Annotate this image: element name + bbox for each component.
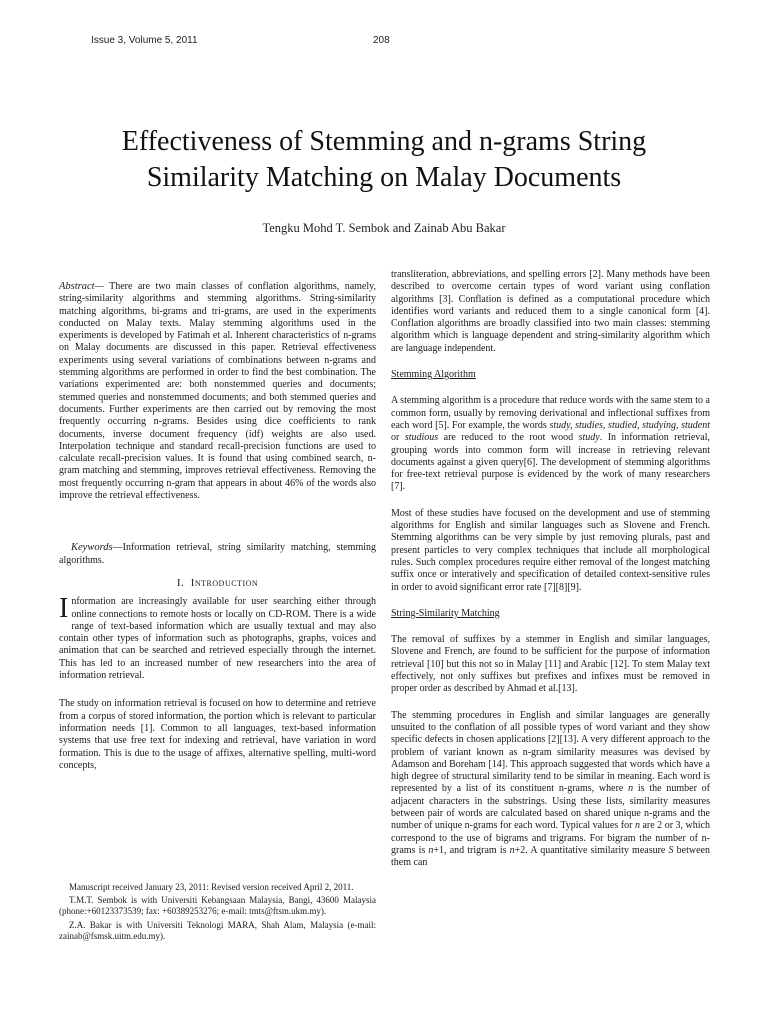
italic-run: n (509, 844, 515, 856)
italic-run: n (428, 844, 434, 856)
footnote-author-1: T.M.T. Sembok is with Universiti Kebangsaan Malaysia, Bangi, 43600 Malaysia (phone:+60123373539; fax: +60389253276; e-mail: tmts@ftsm.ukm.my). (59, 895, 376, 917)
left-column (59, 281, 376, 786)
text-run: +2. A quantitative similarity measure (514, 844, 669, 856)
italic-run: study, studies, studied, studying, student (549, 419, 710, 431)
subheading-string-similarity: String-Similarity Matching (391, 607, 500, 619)
intro-paragraph-1-text: nformation are increasingly available for user searching either through online connections to remote hosts or locally on CD-ROM. There is a wide range of text-based information which are usually textual and may also contain other types of information such as photographs, graphs, voices and animation that can be searched and retrieved especially through the internet. This has led to an increased number of new researchers into the area of information retrieval. (59, 596, 376, 682)
intro-paragraph-1 (59, 593, 376, 682)
text-run: are reduced to the root wood (438, 432, 579, 444)
stemming-paragraph-2: Most of these studies have focused on the development and use of stemming algorithms for English and similar languages such as Slovene and French. Stemming algorithms can be very simple by just removing plurals, past and present particles to very complex techniques that include all morphological rules. Such complex procedures require either removal of the longest matching suffix once or interatively and specification of detailed context-sensitive rules in order to avoid significant error rate [7][8][9]. (391, 507, 710, 593)
text-run: A stemming algorithm is a procedure that reduce words with the same stem to a common form, usually by removing derivational and inflectional suffixes from each word [5]. For example, the words (391, 395, 710, 431)
text-run: The stemming procedures in English and similar languages are generally unsuited to the conflation of all possible types of word variant and they show specific defects in chosen applications [2][13]. A very different approach to the problem of variant known as n-gram similarity measures was devised by Adamson and Boreham [14]. This approach suggested that words which have a high degree of structural similarity tend to be similar in meaning. Each word is represented by a list of its constituent n-grams, where (391, 709, 710, 795)
section-heading-introduction (59, 577, 376, 589)
italic-run: n (634, 820, 640, 832)
italic-run: S (668, 844, 674, 856)
footnote-author-2: Z.A. Bakar is with Universiti Teknologi MARA, Shah Alam, Malaysia (e-mail: zainab@fsmsk.uitm.edu.my). (59, 919, 376, 941)
text-run: +1, and trigram is (433, 844, 510, 856)
text-run: between them can (391, 844, 710, 869)
right-column (391, 269, 710, 883)
text-run: are 2 or 3, which correspond to the use of bigrams and trigrams. For bigram the number of n-grams is (391, 820, 710, 856)
paper-authors: Tengku Mohd T. Sembok and Zainab Abu Bakar (262, 221, 506, 235)
abstract (59, 281, 376, 502)
section-title: Introduction (190, 576, 259, 589)
italic-run: n (628, 783, 634, 795)
abstract-text: There are two main classes of conflation algorithms, namely, string-similarity algorithms and stemming algorithms. String-similarity matching algorithms, bi-grams and tri-grams, are used in the experiments conducted on Malay texts. Malay stemming algorithms used in the experiments is developed by Fatimah et al. Inherent characteristics of n-grams on Malay documents are discussed in this paper. Retrieval effectiveness experiments using several variations of combinations between n-grams and stemming algorithms are performed in order to find the best combination. The variations experimented are: both nonstemmed queries and documents; stemmed queries and nonstemmed documents; and both stemmed queries and documents. Further experiments are then carried out by removing the most frequently occurring n-grams. Besides using dice coefficients to rank documents, inverse document frequency (idf) weights are also used. Interpolation technique and standard recall-precision functions are used to calculate recall-precision values. It is found that using combined search, n-gram matching and stemming, improves retrieval effectiveness. Removing the most frequently occurring n-gram that appears in about 46% of the words also improve the retrieval effectiveness. (59, 281, 376, 502)
subheading-stemming-algorithm: Stemming Algorithm (391, 369, 476, 381)
section-numeral: I. (176, 576, 185, 589)
paper-title (60, 124, 708, 196)
string-similarity-paragraph-1: The removal of suffixes by a stemmer in English and similar languages, Slovene and French, are found to be sufficient for the purpose of information retrieval [10] but this not so in Malay [11] and Arabic [12]. To stem Malay text effectively, not only suffixes but prefixes and infixes must be removed in proper order as described by Ahmad et al.[13]. (391, 634, 710, 695)
string-similarity-paragraph-2 (391, 710, 710, 870)
stemming-paragraph-1 (391, 395, 710, 493)
journal-issue: Issue 3, Volume 5, 2011 (91, 35, 198, 46)
footnotes (59, 882, 376, 944)
italic-run: study (578, 432, 600, 444)
page-number: 208 (373, 35, 390, 46)
title-line-1: Effectiveness of Stemming and n-grams String (121, 126, 647, 157)
footnote-manuscript: Manuscript received January 23, 2011: Revised version received April 2, 2011. (69, 882, 354, 892)
intro-paragraph-2: The study on information retrieval is focused on how to determine and retrieve from a corpus of stored information, the portion which is relevant to particular information needs [1]. Common to all languages, text-based information systems that use free text for indexing and retrieval, have variation in word formation. This is due to the usage of affixes, alternative spelling, multi-word concepts, (59, 698, 376, 771)
text-run: or (391, 432, 405, 444)
text-run: is the number of adjacent characters in the substrings. Using these lists, similarity measures between pair of words are calculated based on shared unique n-grams and the number of unique n-grams for each word. Typical values for (391, 783, 711, 832)
keywords-text: —Information retrieval, string similarity matching, stemming algorithms. (59, 542, 376, 566)
abstract-label: Abstract— (59, 281, 104, 292)
title-line-2: Similarity Matching on Malay Documents (146, 162, 622, 193)
italic-run: studious (404, 432, 439, 444)
drop-cap: I (59, 593, 69, 625)
conflation-paragraph: transliteration, abbreviations, and spelling errors [2]. Many methods have been described to overcome certain types of word variant using conflation algorithms [3]. Conflation is defined as a computational procedure which identifies word variants and reduced them to a single canonical form [4]. Conflation algorithms are broadly classified into two main classes: stemming algorithm which is language dependent and string-similarity algorithm which are language independent. (391, 269, 710, 354)
keywords (59, 542, 376, 567)
text-run: . In information retrieval, grouping words into common form will increase in retrieving relevant documents against a given query[6]. The development of stemming algorithms for free-text retrieval purpose is evidenced by the work of many researchers [7]. (391, 432, 710, 493)
keywords-label: Keywords (71, 542, 113, 554)
